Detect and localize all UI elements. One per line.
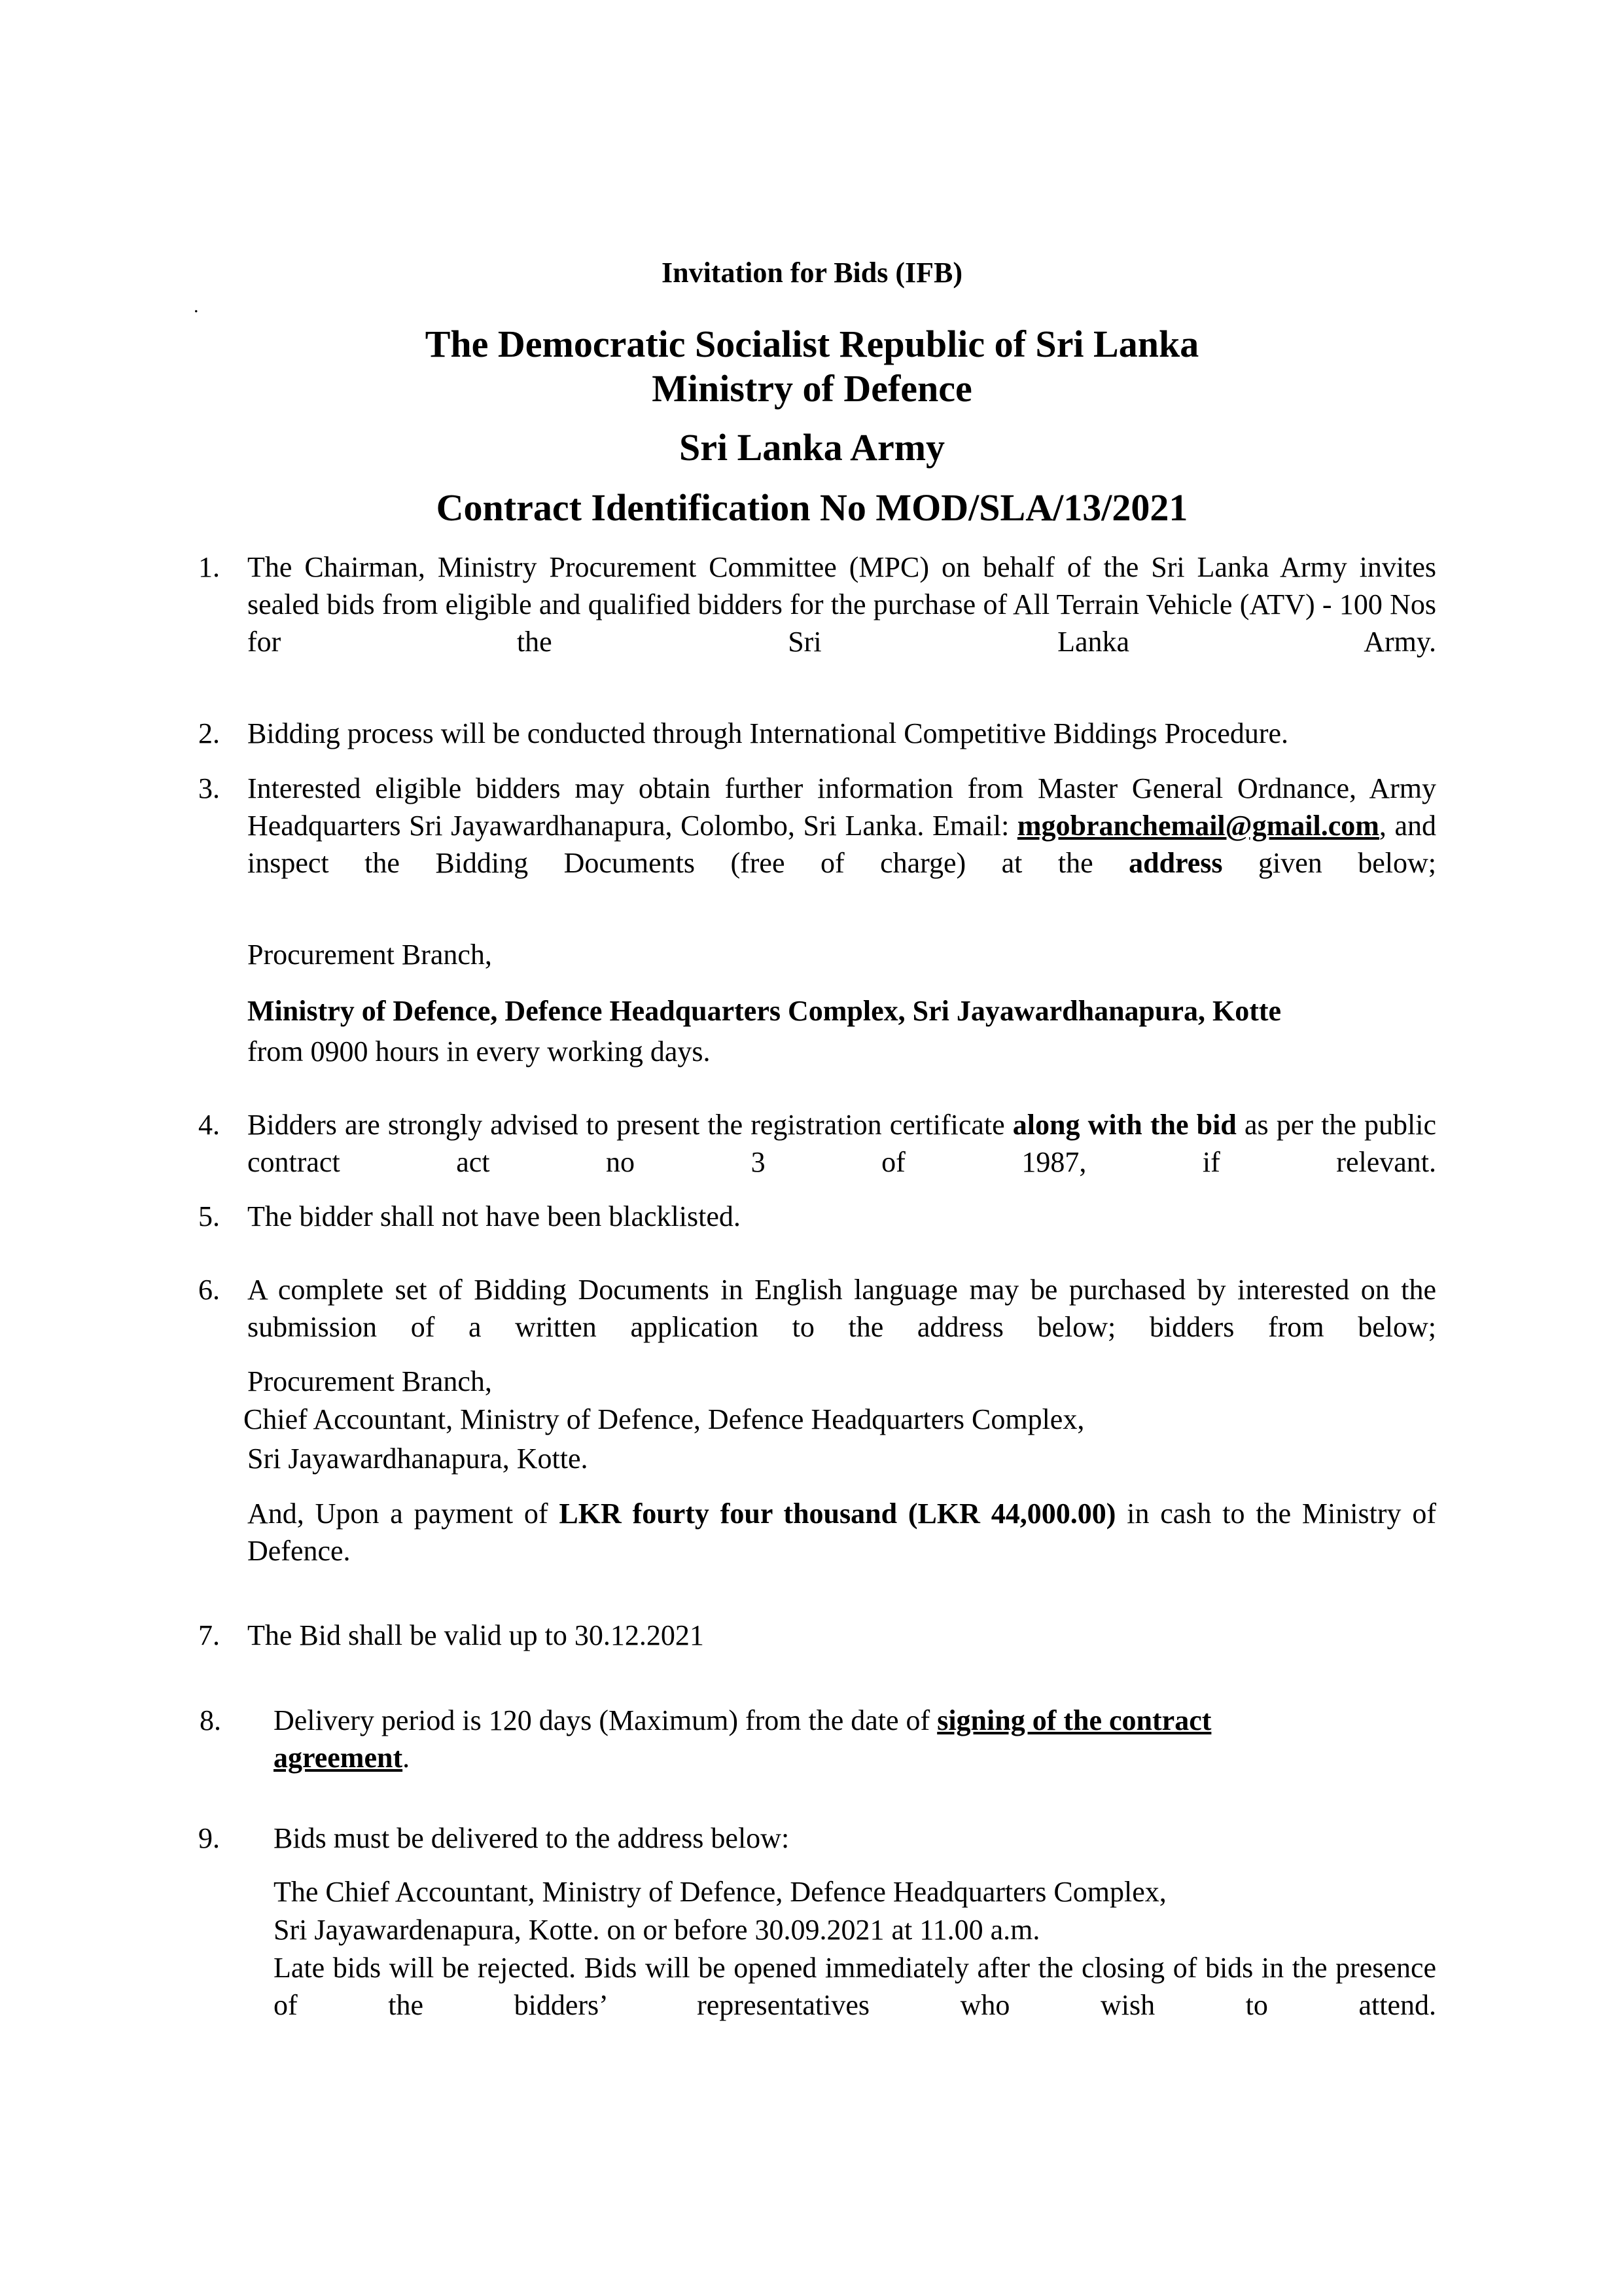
document-label: Invitation for Bids (IFB)	[661, 257, 963, 289]
country-heading: The Democratic Socialist Republic of Sri Lanka	[425, 323, 1199, 365]
address-line: Chief Accountant, Ministry of Defence, Defence Headquarters Complex,	[243, 1403, 1085, 1435]
item-text: The Chairman, Ministry Procurement Committee (MPC) on behalf of the Sri Lanka Army invites sealed bids from eligible and qualified bidders for the purchase of All Terrain Vehicle (ATV) - 100 Nos for the Sri Lanka Army.	[247, 551, 1436, 658]
delivery-deadline: Sri Jayawardenapura, Kotte. on or before 30.09.2021 at 11.00 a.m.	[274, 1914, 1040, 1946]
item-number: 6.	[198, 1274, 220, 1306]
item-number: 4.	[198, 1109, 220, 1141]
ministry-heading: Ministry of Defence	[652, 367, 972, 410]
delivery-address: The Chief Accountant, Ministry of Defence, Defence Headquarters Complex,	[274, 1876, 1167, 1908]
email-link[interactable]: mgobranchemail@gmail.com	[1017, 810, 1379, 842]
item-text: The Bid shall be valid up to 30.12.2021	[247, 1619, 704, 1651]
office-hours: from 0900 hours in every working days.	[247, 1035, 711, 1067]
procurement-branch: Procurement Branch,	[247, 939, 492, 971]
item-text: Bidders are strongly advised to present the registration certificate along with the bid as per the public contract act no 3 of 1987, if relevant.	[247, 1109, 1436, 1179]
item-number: 3.	[198, 772, 220, 804]
item-text: The bidder shall not have been blacklisted.	[247, 1200, 741, 1232]
item-number: 5.	[198, 1200, 220, 1232]
late-bids-notice: Late bids will be rejected. Bids will be opened immediately after the closing of bids in the presence of the bidders’ representatives who wish to attend.	[274, 1952, 1436, 2022]
item-text: Interested eligible bidders may obtain further information from Master General Ordnance, Army Headquarters Sri Jayawardhanapura, Colombo, Sri Lanka. Email: mgobranchemail@gmail.com, and inspect the Bidding Documents (free of charge) at the address given below;	[247, 772, 1437, 880]
item-number: 1.	[198, 551, 220, 583]
item-text: Bidding process will be conducted through International Competitive Biddings Procedure.	[247, 717, 1289, 749]
ministry-address: Ministry of Defence, Defence Headquarters Complex, Sri Jayawardhanapura, Kotte	[247, 995, 1282, 1027]
army-heading: Sri Lanka Army	[679, 426, 945, 469]
item-number: 7.	[198, 1619, 220, 1651]
stray-dot: .	[194, 295, 199, 317]
item-number: 2.	[198, 717, 220, 749]
item-text: A complete set of Bidding Documents in English language may be purchased by interested on the submission of a written application to the address below; bidders from below;	[247, 1274, 1436, 1344]
payment-text: And, Upon a payment of LKR fourty four thousand (LKR 44,000.00) in cash to the Ministry of Defence.	[247, 1498, 1436, 1568]
item-number: 8.	[200, 1704, 221, 1736]
address-line: Sri Jayawardhanapura, Kotte.	[247, 1443, 588, 1475]
item-number: 9.	[198, 1822, 220, 1854]
delivery-heading: Bids must be delivered to the address below:	[274, 1822, 790, 1854]
address-line: Procurement Branch,	[247, 1365, 492, 1397]
contract-id-heading: Contract Identification No MOD/SLA/13/2021	[436, 486, 1188, 529]
item-text: Delivery period is 120 days (Maximum) from the date of signing of the contract agreement.	[274, 1704, 1212, 1774]
